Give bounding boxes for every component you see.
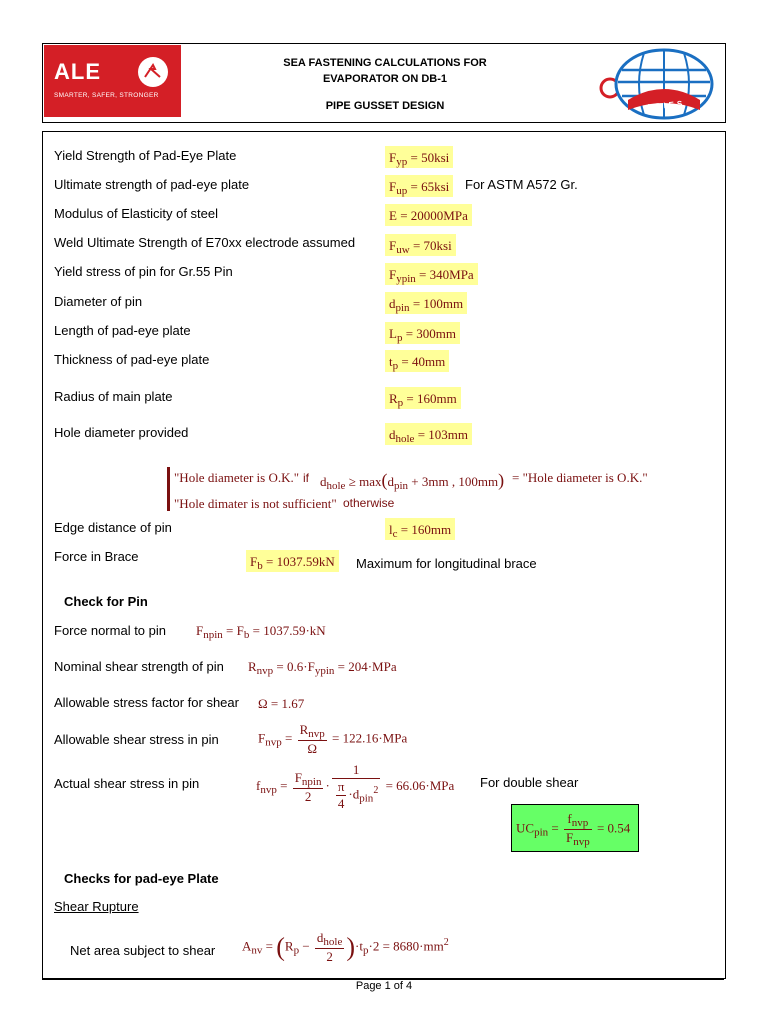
- label-pin-diameter: Diameter of pin: [54, 294, 143, 309]
- aries-logo-text: ARIES: [645, 98, 686, 113]
- ale-logo-tagline: SMARTER, SAFER, STRONGER: [54, 92, 159, 99]
- label-allowable-shear: Allowable shear stress in pin: [54, 732, 219, 747]
- val-lp: = 300mm: [405, 326, 457, 341]
- expr-rnvp-factor: = 0.6·: [276, 659, 308, 674]
- value-lp: [385, 322, 460, 344]
- heading-check-pin: Check for Pin: [64, 594, 148, 609]
- label-plate-length: Length of pad-eye plate: [54, 323, 191, 338]
- title-line2: EVAPORATOR ON DB-1: [322, 73, 448, 85]
- label-omega: Allowable stress factor for shear: [54, 695, 239, 710]
- value-dhole: [385, 423, 472, 445]
- num-one: 1: [332, 762, 380, 779]
- frac-area: 1 $\frac{\pi}{4}$ $\cdot d_{pin}^2$: [332, 762, 380, 812]
- sub-dpin: pin: [395, 302, 410, 314]
- hole-check-result: = "Hole diameter is O.K.": [512, 470, 648, 485]
- subtitle: PIPE GUSSET DESIGN: [325, 100, 445, 112]
- hole-check-otherwise: otherwise: [343, 496, 395, 510]
- sym-fuw: F: [389, 238, 397, 253]
- sub-dpin-cond: pin: [393, 480, 409, 492]
- val-dpin: = 100mm: [412, 296, 464, 311]
- sym-lc: l: [389, 522, 393, 537]
- label-force-normal: Force normal to pin: [54, 623, 166, 638]
- hole-check-fail: "Hole dimater is not sufficient": [174, 496, 337, 511]
- expr-fnvp-actual: $f_{nvp}$ = $\frac{F_{npin}}{2}$ · 1 $\frac{\pi}{4}$ $\cdot d_{pin}^2$ = 66.06·MPa: [256, 762, 455, 811]
- sym-fup: F: [389, 179, 397, 194]
- value-fypin: [385, 263, 478, 285]
- sub-fypin: ypin: [396, 273, 416, 285]
- label-main-plate-radius: Radius of main plate: [54, 389, 173, 404]
- val-fb: = 1037.59kN: [265, 554, 335, 569]
- hole-check-ok: "Hole diameter is O.K.": [174, 470, 300, 485]
- sub-lc: c: [392, 528, 398, 540]
- sym-fb: F: [250, 554, 258, 569]
- expr-fnvp-actual-val: = 66.06·MPa: [385, 777, 455, 793]
- expr-anv-val: 2 = 8680·mm: [372, 938, 444, 954]
- label-weld-strength: Weld Ultimate Strength of E70xx electrode assumed: [54, 235, 356, 250]
- hole-check-max: ≥ max: [348, 474, 382, 489]
- sym-dhole: d: [389, 427, 396, 442]
- omega-symbol: Ω: [307, 741, 317, 756]
- sym-fyp: F: [389, 150, 397, 165]
- value-fyp: [385, 146, 453, 168]
- val-fyp: = 50ksi: [410, 150, 450, 165]
- label-hole-diameter: Hole diameter provided: [54, 425, 189, 440]
- label-pin-yield: Yield stress of pin for Gr.55 Pin: [54, 264, 233, 279]
- expr-fnvp-val: = 122.16·MPa: [332, 730, 408, 746]
- val-lc: = 160mm: [400, 522, 452, 537]
- page-number: Page 1 of 4: [355, 980, 413, 992]
- expr-fnpin: $F_{npin} = F_b = 1037.59\cdot kN$: [196, 623, 326, 641]
- expr-rnvp-val: = 204·MPa: [337, 659, 397, 674]
- sym-e: E: [389, 208, 397, 223]
- sub-fup: up: [396, 185, 408, 197]
- sub-tp: p: [392, 360, 399, 372]
- label-brace-force: Force in Brace: [54, 549, 139, 564]
- sub-lp: p: [396, 332, 403, 344]
- pi-symbol: π: [337, 779, 345, 794]
- sym-tp: t: [389, 354, 393, 369]
- value-dpin: [385, 292, 467, 314]
- title-line1: SEA FASTENING CALCULATIONS FOR: [283, 57, 487, 69]
- aries-logo: [588, 48, 720, 120]
- value-fup: [385, 175, 453, 197]
- expr-omega: Ω = 1.67: [258, 696, 305, 711]
- den-two: 2: [304, 788, 312, 804]
- label-yield-strength: Yield Strength of Pad-Eye Plate: [54, 148, 237, 163]
- frac-fnpin-2: $\frac{F_{npin}}{2}$: [294, 769, 322, 804]
- expr-anv: $A_{nv} = (R_p$ − $\frac{d_{hole}}{2}$ )$\cdot t_p\cdot 2 = 8680\cdot mm^2$: [242, 930, 449, 964]
- den-four: 4: [337, 796, 345, 811]
- uc-pin-box: $UC_{pin}$ = $\frac{f_{nvp}}{F_{nvp}}$ = 0.54: [511, 804, 639, 852]
- note-brace: Maximum for longitudinal brace: [356, 556, 537, 571]
- val-fypin: = 340MPa: [419, 267, 474, 282]
- ale-logo-mark-icon: [138, 57, 168, 87]
- sub-dhole-cond: hole: [326, 480, 346, 492]
- sub-dhole: hole: [395, 433, 415, 445]
- value-fb: [246, 550, 339, 572]
- sym-lp: L: [389, 326, 397, 341]
- heading-shear-rupture: Shear Rupture: [54, 899, 139, 914]
- expr-fnpin-val: = 1037.59·kN: [252, 623, 326, 638]
- den-two-anv: 2: [326, 949, 333, 964]
- value-rp: [385, 387, 461, 409]
- label-nominal-shear: Nominal shear strength of pin: [54, 659, 224, 674]
- label-actual-shear: Actual shear stress in pin: [54, 776, 200, 791]
- note-double-shear: For double shear: [480, 775, 579, 790]
- val-dhole: = 103mm: [417, 427, 469, 442]
- hole-check-bracket: [167, 467, 170, 511]
- value-fuw: [385, 234, 456, 256]
- value-e: [385, 204, 472, 226]
- expr-fnvp: $F_{nvp}$ = $\frac{R_{nvp}}{\Omega}$ = 122.16·MPa: [258, 722, 408, 756]
- val-e: = 20000MPa: [400, 208, 468, 223]
- sub-fb: b: [257, 560, 263, 572]
- label-ultimate-strength: Ultimate strength of pad-eye plate: [54, 177, 250, 192]
- val-fuw: = 70ksi: [412, 238, 452, 253]
- value-lc: [385, 518, 455, 540]
- expr-rnvp: $R_{nvp} = 0.6\cdot F_{ypin} = 204\cdot MPa$: [248, 659, 397, 677]
- val-fup: = 65ksi: [410, 179, 450, 194]
- sym-rp: R: [389, 391, 398, 406]
- sub-fuw: uw: [396, 244, 410, 256]
- note-astm: For ASTM A572 Gr.: [465, 177, 578, 192]
- hole-check-term: + 3mm , 100mm: [411, 474, 499, 489]
- val-rp: = 160mm: [406, 391, 457, 406]
- label-net-area: Net area subject to shear: [70, 943, 216, 958]
- val-tp: = 40mm: [401, 354, 446, 369]
- label-modulus: Modulus of Elasticity of steel: [54, 206, 219, 221]
- ale-logo-text: ALE: [54, 59, 101, 84]
- hole-check-if: if: [303, 471, 309, 485]
- sub-rp: p: [397, 397, 404, 409]
- label-edge-distance: Edge distance of pin: [54, 520, 172, 535]
- hole-check-condition: $d_{hole} \ge \max(d_{pin} + 3mm$ , 100mm): [320, 470, 505, 492]
- frac-rnvp-omega: $\frac{R_{nvp}}{\Omega}$: [299, 722, 325, 756]
- value-tp: [385, 350, 449, 372]
- label-plate-thickness: Thickness of pad-eye plate: [54, 352, 210, 367]
- ale-logo: [44, 45, 181, 117]
- sym-dpin: d: [389, 296, 396, 311]
- sub-fyp: yp: [396, 156, 408, 168]
- uc-pin-val: = 0.54: [596, 820, 631, 836]
- heading-padeye-checks: Checks for pad-eye Plate: [64, 871, 219, 886]
- sym-fypin: F: [389, 267, 397, 282]
